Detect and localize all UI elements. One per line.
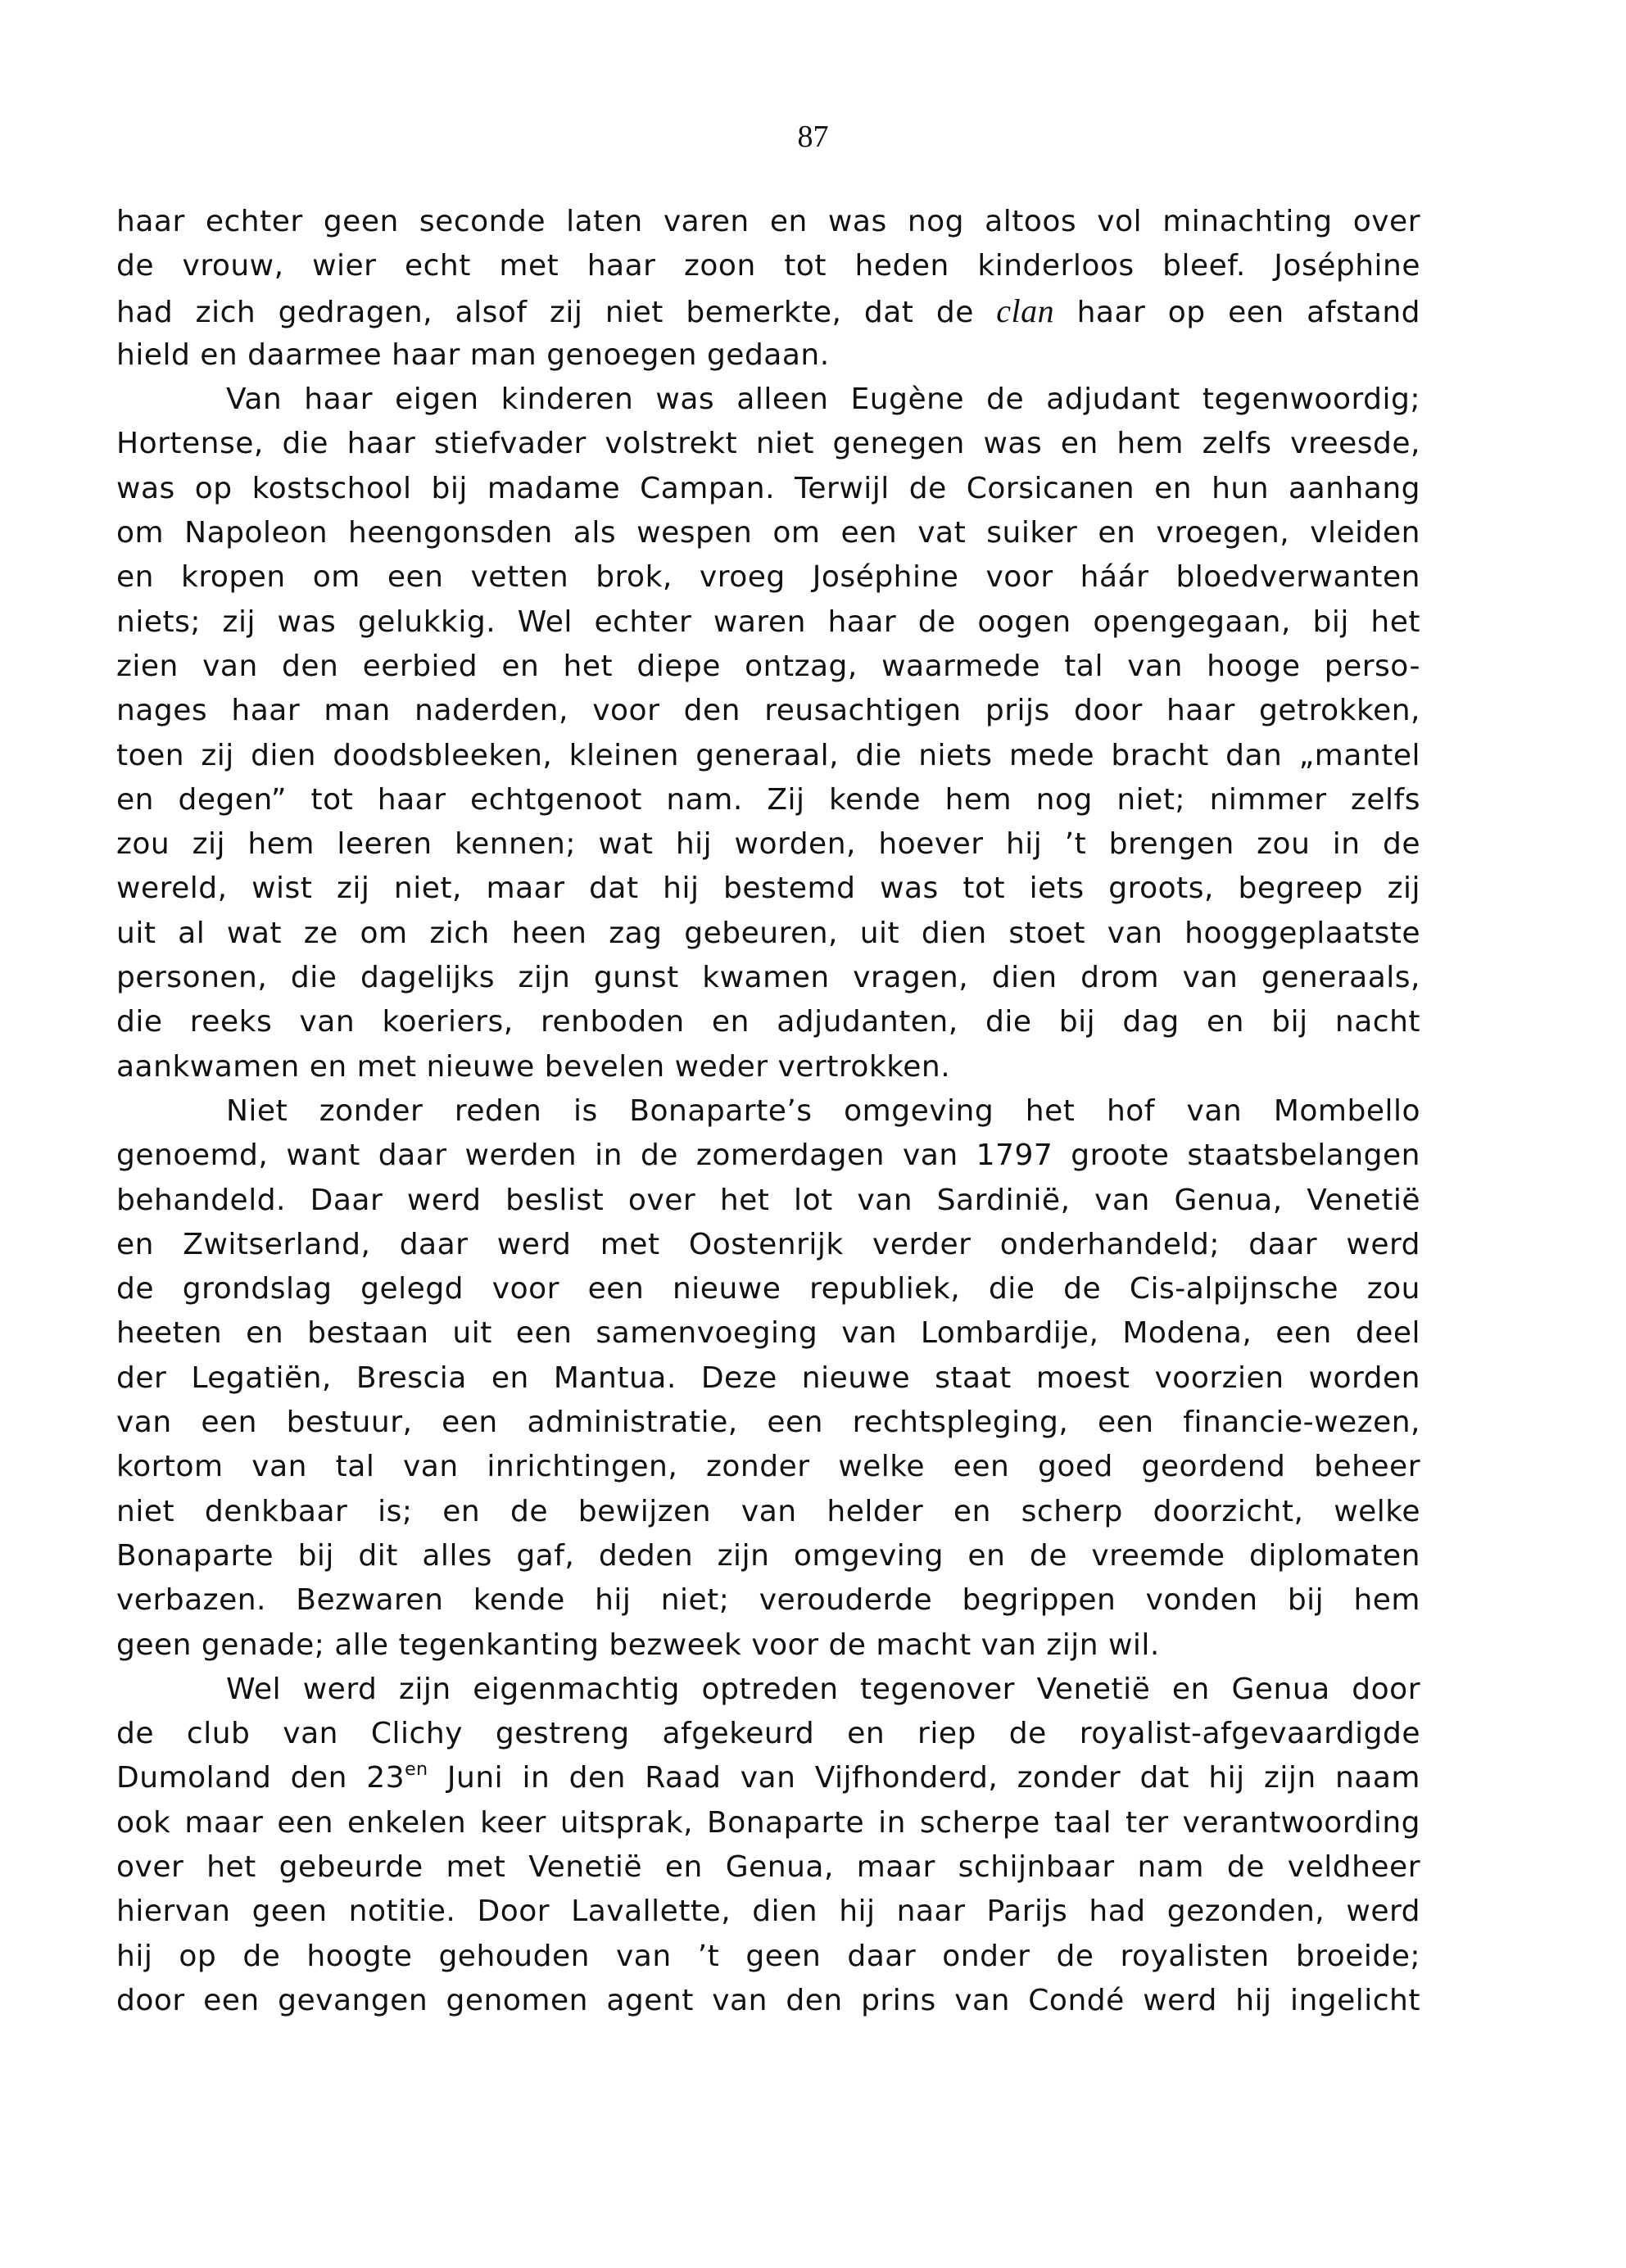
text-line: van een bestuur, een administratie, een rechtspleging, een financie-wezen, [116, 1406, 1420, 1440]
text-line: was op kostschool bij madame Campan. Terwijl de Corsicanen en hun aanhang [116, 471, 1420, 505]
text-line: door een gevangen genomen agent van den prins van Condé werd hij ingelicht [116, 1983, 1420, 2017]
text-line: en kropen om een vetten brok, vroeg Joséphine voor háár bloedverwanten [116, 560, 1420, 595]
text-line: en degen” tot haar echtgenoot nam. Zij kende hem nog niet; nimmer zelfs [116, 782, 1420, 817]
paragraph [116, 1089, 1420, 1668]
text-line: behandeld. Daar werd beslist over het lot van Sardinië, van Genua, Venetië [116, 1183, 1420, 1217]
superscript: en [405, 1759, 428, 1781]
italic-word: clan [996, 292, 1055, 329]
paragraph [116, 378, 1420, 1089]
text-line: wereld, wist zij niet, maar dat hij bestemd was tot iets groots, begreep zij [116, 871, 1420, 906]
text-line: de club van Clichy gestreng afgekeurd en riep de royalist-afgevaardigde [116, 1717, 1420, 1751]
body-text [116, 200, 1420, 2023]
text-line: om Napoleon heengonsden als wespen om een vat suiker en vroegen, vleiden [116, 516, 1420, 550]
text-line: de grondslag gelegd voor een nieuwe republiek, die de Cis-alpijnsche zou [116, 1272, 1420, 1306]
text-line [116, 289, 1420, 333]
paragraph [116, 1668, 1420, 2023]
text-line: Bonaparte bij dit alles gaf, deden zijn omgeving en de vreemde diplomaten [116, 1538, 1420, 1573]
text-line: Van haar eigen kinderen was alleen Eugène de adjudant tegenwoordig; [226, 383, 1420, 417]
text-line: die reeks van koeriers, renboden en adjudanten, die bij dag en bij nacht [116, 1005, 1420, 1039]
text-line: verbazen. Bezwaren kende hij niet; verouderde begrippen vonden bij hem [116, 1583, 1420, 1618]
text-line: uit al wat ze om zich heen zag gebeuren, uit dien stoet van hooggeplaatste [116, 916, 1420, 950]
text-line: haar echter geen seconde laten varen en was nog altoos vol minachting over [116, 205, 1420, 238]
text-line: toen zij dien doodsbleeken, kleinen generaal, die niets mede bracht dan „mantel [116, 738, 1420, 772]
text-line: en Zwitserland, daar werd met Oostenrijk verder onderhandeld; daar werd [116, 1227, 1420, 1261]
text-line: genoemd, want daar werden in de zomerdagen van 1797 groote staatsbelangen [116, 1139, 1420, 1173]
text-line: de vrouw, wier echt met haar zoon tot heden kinderloos bleef. Joséphine [116, 249, 1420, 283]
text-line: hij op de hoogte gehouden van ’t geen daar onder de royalisten broeide; [116, 1939, 1420, 1973]
text-line: hiervan geen notitie. Door Lavallette, dien hij naar Parijs had gezonden, werd [116, 1895, 1420, 1929]
page-number: 87 [797, 120, 829, 154]
text-line: nages haar man naderden, voor den reusachtigen prijs door haar getrokken, [116, 694, 1420, 728]
text-line: niet denkbaar is; en de bewijzen van helder en scherp doorzicht, welke [116, 1494, 1420, 1528]
text-line: Hortense, die haar stiefvader volstrekt niet genegen was en hem zelfs vreesde, [116, 427, 1420, 461]
text-line: zien van den eerbied en het diepe ontzag, waarmede tal van hooge perso- [116, 649, 1420, 683]
text-line: aankwamen en met nieuwe bevelen weder vertrokken. [116, 1049, 951, 1084]
text-line: heeten en bestaan uit een samenvoeging van Lombardije, Modena, een deel [116, 1316, 1420, 1351]
text-line: der Legatiën, Brescia en Mantua. Deze nieuwe staat moest voorzien worden [116, 1360, 1420, 1395]
text-line: niets; zij was gelukkig. Wel echter waren haar de oogen opengegaan, bij het [116, 604, 1420, 639]
text-segment: haar op een afstand [1054, 295, 1420, 329]
text-line: over het gebeurde met Venetië en Genua, maar schijnbaar nam de veldheer [116, 1849, 1420, 1884]
text-line: personen, die dagelijks zijn gunst kwamen vragen, dien drom van generaals, [116, 961, 1420, 995]
text-line: geen genade; alle tegenkanting bezweek voor de macht van zijn wil. [116, 1627, 1160, 1662]
text-line: Niet zonder reden is Bonaparte’s omgeving het hof van Mombello [226, 1093, 1420, 1128]
text-line: ook maar een enkelen keer uitsprak, Bonaparte in scherpe taal ter verantwoording [116, 1805, 1420, 1840]
text-segment: Dumoland den 23 [116, 1761, 405, 1795]
text-segment: had zich gedragen, alsof zij niet bemerkte, dat de [116, 295, 997, 329]
text-line: hield en daarmee haar man genoegen gedaan. [116, 337, 830, 372]
paragraph [116, 200, 1420, 378]
text-line: Wel werd zijn eigenmachtig optreden tegenover Venetië en Genua door [226, 1672, 1420, 1706]
text-line: kortom van tal van inrichtingen, zonder welke een goed geordend beheer [116, 1450, 1420, 1484]
text-segment: Juni in den Raad van Vijfhonderd, zonder dat hij zijn naam [428, 1761, 1420, 1795]
text-line [116, 1756, 1420, 1800]
text-line: zou zij hem leeren kennen; wat hij worden, hoever hij ’t brengen zou in de [116, 827, 1420, 862]
